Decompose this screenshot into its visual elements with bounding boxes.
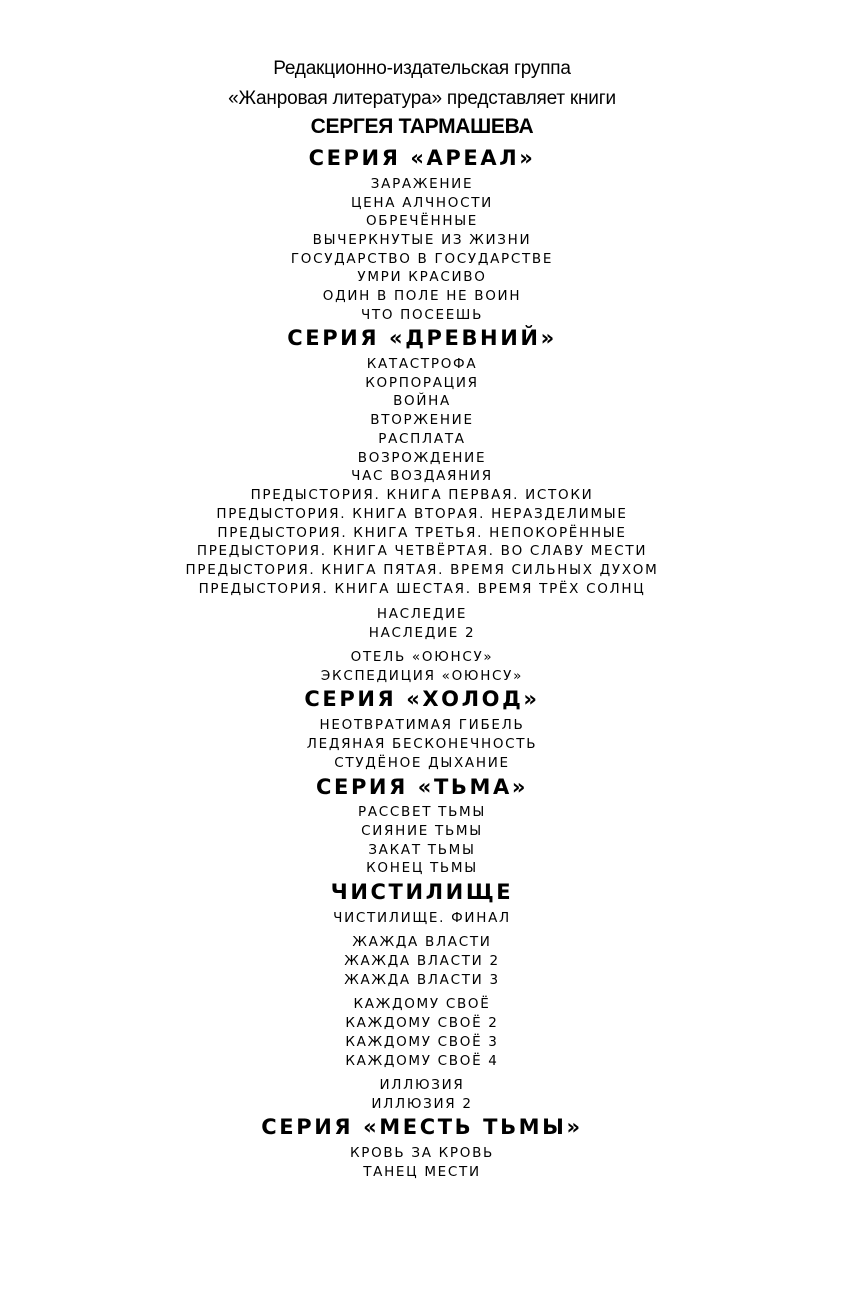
book-title: ГОСУДАРСТВО В ГОСУДАРСТВЕ xyxy=(290,251,554,267)
book-title: ПРЕДЫСТОРИЯ. КНИГА ПЕРВАЯ. ИСТОКИ xyxy=(250,487,594,503)
book-title: ЧАС ВОЗДАЯНИЯ xyxy=(351,468,493,484)
series-heading: СЕРИЯ «ХОЛОД» xyxy=(304,687,540,711)
book-title: ЖАЖДА ВЛАСТИ 2 xyxy=(344,953,500,969)
series-heading: СЕРИЯ «ДРЕВНИЙ» xyxy=(287,326,557,350)
book-title: СТУДЁНОЕ ДЫХАНИЕ xyxy=(334,755,510,771)
publisher-line: Редакционно-издательская группа xyxy=(273,58,571,79)
book-title: НАСЛЕДИЕ 2 xyxy=(368,625,476,641)
presents-line: «Жанровая литература» представляет книги xyxy=(228,88,616,109)
book-title: ЗАРАЖЕНИЕ xyxy=(370,176,474,192)
book-title: КОНЕЦ ТЬМЫ xyxy=(366,860,478,876)
book-title: КАТАСТРОФА xyxy=(366,356,478,372)
book-title: КАЖДОМУ СВОЁ xyxy=(353,996,491,1012)
book-title: КАЖДОМУ СВОЁ 4 xyxy=(345,1053,499,1069)
book-title: РАСПЛАТА xyxy=(378,431,466,447)
book-title: СИЯНИЕ ТЬМЫ xyxy=(361,823,483,839)
book-title: ЦЕНА АЛЧНОСТИ xyxy=(351,195,493,211)
book-title: ТАНЕЦ МЕСТИ xyxy=(363,1164,481,1180)
book-title: ИЛЛЮЗИЯ 2 xyxy=(371,1096,473,1112)
book-title: УМРИ КРАСИВО xyxy=(357,269,487,285)
book-title: ОБРЕЧЁННЫЕ xyxy=(365,213,479,229)
series-heading: ЧИСТИЛИЩЕ xyxy=(330,880,514,904)
book-title: ВОЙНА xyxy=(393,393,451,409)
book-title: ЭКСПЕДИЦИЯ «ОЮНСУ» xyxy=(320,668,524,684)
book-title: ЖАЖДА ВЛАСТИ xyxy=(352,934,492,950)
book-title: НАСЛЕДИЕ xyxy=(376,606,468,622)
author-name: СЕРГЕЯ ТАРМАШЕВА xyxy=(310,115,534,138)
series-heading: СЕРИЯ «МЕСТЬ ТЬМЫ» xyxy=(261,1115,583,1139)
book-title: ВЫЧЕРКНУТЫЕ ИЗ ЖИЗНИ xyxy=(312,232,532,248)
book-title: ПРЕДЫСТОРИЯ. КНИГА ВТОРАЯ. НЕРАЗДЕЛИМЫЕ xyxy=(216,506,628,522)
book-title: ЧТО ПОСЕЕШЬ xyxy=(360,307,484,323)
book-title: ЖАЖДА ВЛАСТИ 3 xyxy=(344,972,500,988)
book-title: ВТОРЖЕНИЕ xyxy=(370,412,474,428)
book-title: ЛЕДЯНАЯ БЕСКОНЕЧНОСТЬ xyxy=(306,736,538,752)
book-title: ПРЕДЫСТОРИЯ. КНИГА ТРЕТЬЯ. НЕПОКОРЁННЫЕ xyxy=(217,525,627,541)
book-title: НЕОТВРАТИМАЯ ГИБЕЛЬ xyxy=(319,717,525,733)
book-title: ПРЕДЫСТОРИЯ. КНИГА ЧЕТВЁРТАЯ. ВО СЛАВУ МЕСТИ xyxy=(196,543,648,559)
book-title: ВОЗРОЖДЕНИЕ xyxy=(357,450,487,466)
book-title: КРОВЬ ЗА КРОВЬ xyxy=(349,1145,495,1161)
series-heading: СЕРИЯ «ТЬМА» xyxy=(315,775,529,799)
book-title: ИЛЛЮЗИЯ xyxy=(379,1077,465,1093)
book-title: РАССВЕТ ТЬМЫ xyxy=(357,804,487,820)
series-heading: СЕРИЯ «АРЕАЛ» xyxy=(308,146,536,170)
book-title: КАЖДОМУ СВОЁ 2 xyxy=(345,1015,499,1031)
book-title: ЗАКАТ ТЬМЫ xyxy=(368,842,476,858)
book-title: ПРЕДЫСТОРИЯ. КНИГА ШЕСТАЯ. ВРЕМЯ ТРЁХ СОЛНЦ xyxy=(198,581,646,597)
book-title: ОТЕЛЬ «ОЮНСУ» xyxy=(350,649,494,665)
book-title: ПРЕДЫСТОРИЯ. КНИГА ПЯТАЯ. ВРЕМЯ СИЛЬНЫХ ДУХОМ xyxy=(185,562,659,578)
book-title: ОДИН В ПОЛЕ НЕ ВОИН xyxy=(322,288,522,304)
book-title: КАЖДОМУ СВОЁ 3 xyxy=(345,1034,499,1050)
book-title: КОРПОРАЦИЯ xyxy=(365,375,479,391)
book-title: ЧИСТИЛИЩЕ. ФИНАЛ xyxy=(333,910,511,926)
